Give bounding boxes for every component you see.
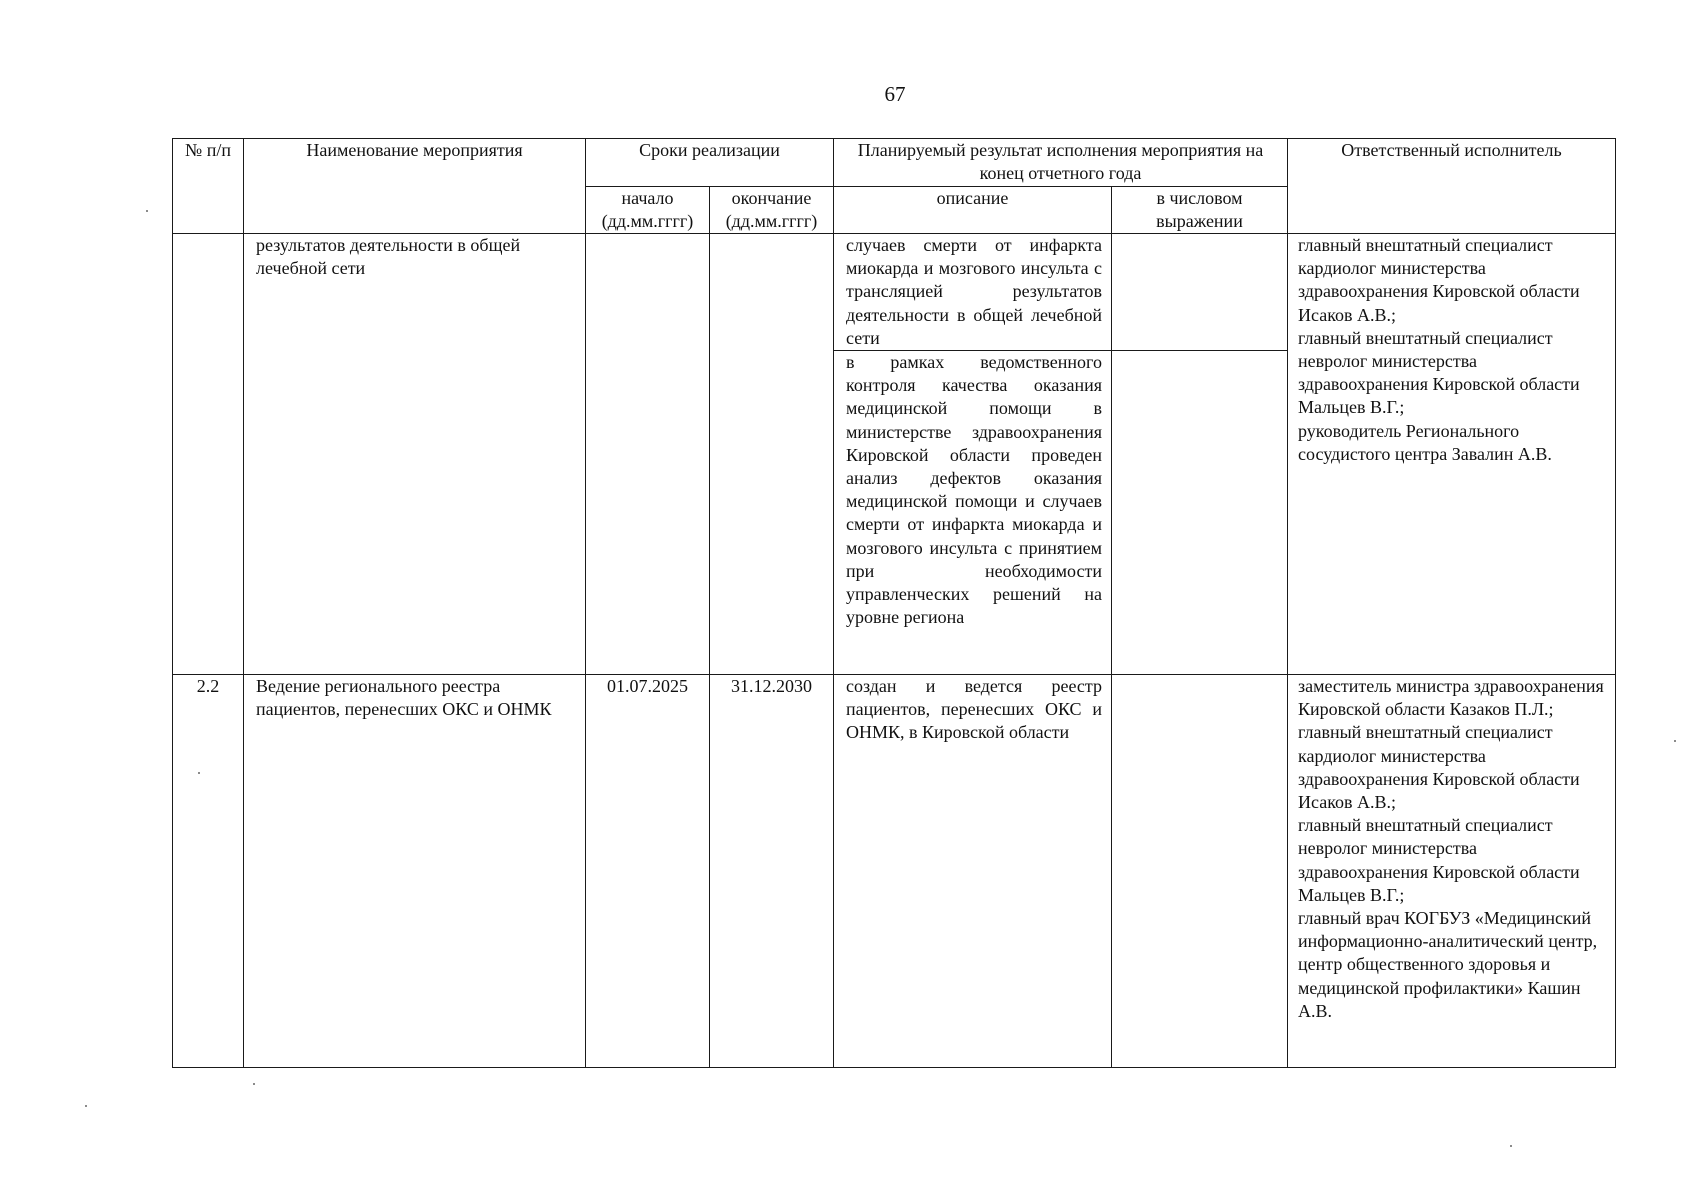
row-responsible — [1288, 675, 1616, 1068]
table-row — [173, 234, 1616, 351]
header-end: окончание (дд.мм.гггг) — [710, 187, 834, 234]
header-num: № п/п — [173, 139, 244, 234]
header-responsible: Ответственный исполнитель — [1288, 139, 1616, 234]
row-end — [710, 234, 834, 675]
row-desc: создан и ведется реестр пациентов, перенесших ОКС и ОНМК, в Кировской области — [834, 675, 1112, 1068]
row-numeric-part — [1112, 351, 1288, 675]
page-number: 67 — [884, 82, 906, 106]
header-terms: Сроки реализации — [586, 139, 834, 187]
scan-speck — [85, 1105, 87, 1107]
responsible-entry: заместитель министра здравоохранения Кировской области Казаков П.Л.; — [1298, 676, 1604, 720]
row-name: Ведение регионального реестра пациентов, перенесших ОКС и ОНМК — [244, 675, 586, 1068]
row-name: результатов деятельности в общей лечебной сети — [244, 234, 586, 675]
scan-speck — [146, 210, 148, 212]
row-numeric — [1112, 675, 1288, 1068]
row-numeric-part — [1112, 234, 1288, 351]
row-start — [586, 234, 710, 675]
header-row-1 — [173, 139, 1616, 187]
header-name: Наименование мероприятия — [244, 139, 586, 234]
header-start: начало (дд.мм.гггг) — [586, 187, 710, 234]
row-desc-part: случаев смерти от инфаркта миокарда и мозгового инсульта с трансляцией результатов деятельности в общей лечебной сети — [834, 234, 1112, 351]
row-num — [173, 234, 244, 675]
responsible-entry: руководитель Регионального сосудистого центра Завалин А.В. — [1298, 420, 1552, 464]
responsible-entry: главный внештатный специалист кардиолог министерства здравоохранения Кировской области Исаков А.В.; — [1298, 722, 1580, 813]
row-start: 01.07.2025 — [586, 675, 710, 1068]
row-responsible — [1288, 234, 1616, 675]
row-desc-part: в рамках ведомственного контроля качества оказания медицинской помощи в министерстве здравоохранения Кировской области проведен анализ дефектов оказания медицинской помощи и случаев смерти от инфаркта миокарда и мозгового инсульта с принятием при необходимости управленческих решений на уровне региона — [834, 351, 1112, 675]
row-num: 2.2 — [173, 675, 244, 1068]
responsible-entry: главный внештатный специалист невролог министерства здравоохранения Кировской области Мальцев В.Г.; — [1298, 815, 1580, 905]
row-end: 31.12.2030 — [710, 675, 834, 1068]
scan-speck — [1674, 740, 1676, 742]
header-result: Планируемый результат исполнения мероприятия на конец отчетного года — [834, 139, 1288, 187]
scan-speck — [1510, 1145, 1512, 1147]
header-numeric: в числовом выражении — [1112, 187, 1288, 234]
scan-speck — [253, 1083, 255, 1085]
table-row — [173, 675, 1616, 1068]
responsible-entry: главный внештатный специалист невролог министерства здравоохранения Кировской области Мальцев В.Г.; — [1298, 327, 1580, 418]
responsible-entry: главный врач КОГБУЗ «Медицинский информационно-аналитический центр, центр общественного здоровья и медицинской профилактики» Кашин А.В. — [1298, 908, 1598, 1021]
responsible-entry: главный внештатный специалист кардиолог министерства здравоохранения Кировской области Исаков А.В.; — [1298, 235, 1580, 325]
scan-speck — [198, 772, 200, 774]
header-desc: описание — [834, 187, 1112, 234]
events-table — [172, 138, 1616, 1068]
